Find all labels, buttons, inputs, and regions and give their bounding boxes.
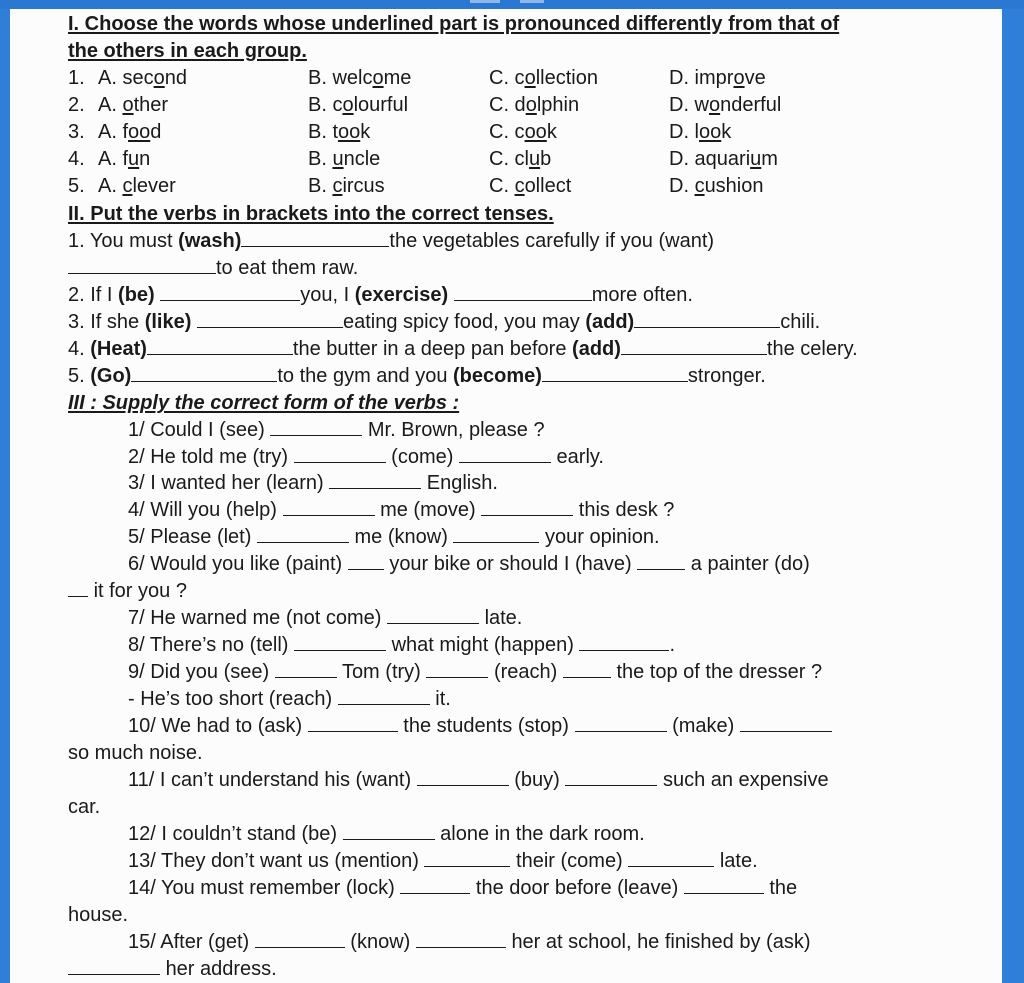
- answer-blank[interactable]: [628, 849, 714, 867]
- s3-text: it.: [435, 688, 451, 710]
- underlined-part: o: [372, 67, 384, 89]
- underlined-part: u: [332, 148, 344, 170]
- option-b[interactable]: [308, 147, 380, 171]
- option-d[interactable]: [669, 93, 781, 117]
- s3-q10b: so much noise.: [68, 742, 203, 764]
- s3-text: early.: [556, 446, 604, 468]
- s3-text: English.: [426, 472, 498, 494]
- section2-title: II. Put the verbs in brackets into the correct tenses.: [68, 203, 554, 225]
- answer-blank[interactable]: [275, 660, 337, 678]
- s2-text: more often.: [591, 284, 693, 306]
- s3-text: such an expensive: [662, 769, 829, 791]
- option-text: D. w: [669, 94, 709, 116]
- s3-text: me (move): [380, 499, 476, 521]
- s2-verb: (Go): [90, 365, 132, 387]
- answer-blank[interactable]: [147, 337, 293, 355]
- s3-text: this desk ?: [578, 499, 675, 521]
- option-text: B.: [308, 148, 333, 170]
- option-a[interactable]: [98, 66, 187, 90]
- option-c[interactable]: [489, 66, 598, 90]
- item-number: 5.: [68, 175, 85, 197]
- answer-blank[interactable]: [634, 310, 780, 328]
- option-text: llection: [535, 67, 598, 89]
- s2-line1b: [68, 256, 358, 280]
- answer-blank[interactable]: [481, 498, 573, 516]
- option-text: C. c: [489, 121, 525, 143]
- s3-text: what might (happen): [391, 634, 574, 656]
- option-text: nderful: [720, 94, 782, 116]
- s3-q8: [128, 633, 675, 657]
- s3-q11: [128, 768, 829, 792]
- answer-blank[interactable]: [343, 822, 435, 840]
- answer-blank[interactable]: [637, 552, 685, 570]
- item-number: 3.: [68, 121, 85, 143]
- s3-q6b: [68, 579, 187, 603]
- option-text: nd: [164, 67, 187, 89]
- option-d[interactable]: [669, 66, 766, 90]
- s2-text: 3. If she: [68, 311, 145, 333]
- s3-q11b: car.: [68, 796, 101, 818]
- s3-q3: [128, 471, 498, 495]
- option-text: C. c: [489, 67, 525, 89]
- option-text: ncle: [343, 148, 381, 170]
- s2-line3: [68, 310, 820, 334]
- s3-q15: [128, 930, 810, 954]
- s3-text: .: [669, 634, 676, 656]
- s2-text: stronger.: [687, 365, 766, 387]
- answer-blank[interactable]: [329, 471, 421, 489]
- section1-title-line2: the others in each group.: [68, 40, 307, 62]
- s3-text: 9/ Did you (see): [128, 661, 270, 683]
- option-text: C. d: [489, 94, 526, 116]
- option-text: k: [546, 121, 557, 143]
- answer-blank[interactable]: [563, 660, 611, 678]
- worksheet-page: [10, 9, 1002, 983]
- underlined-part: c: [332, 175, 343, 197]
- option-text: m: [761, 148, 778, 170]
- s3-text: the students (stop): [403, 715, 569, 737]
- s3-q15b: [68, 957, 277, 981]
- option-text: B.: [308, 175, 333, 197]
- s3-q2: [128, 445, 604, 469]
- answer-blank[interactable]: [621, 337, 767, 355]
- s3-text: your opinion.: [545, 526, 660, 548]
- option-b[interactable]: [308, 174, 385, 198]
- item-number: 1.: [68, 67, 85, 89]
- answer-blank[interactable]: [255, 930, 345, 948]
- option-text: B. welc: [308, 67, 373, 89]
- s2-verb: (add): [585, 311, 635, 333]
- option-b[interactable]: [308, 120, 370, 144]
- s2-line5: [68, 364, 766, 388]
- option-text: D.: [669, 175, 695, 197]
- answer-blank[interactable]: [283, 498, 375, 516]
- option-text: C. cl: [489, 148, 529, 170]
- s3-q5: [128, 525, 660, 549]
- top-bar-mark: [520, 0, 544, 3]
- answer-blank[interactable]: [348, 552, 384, 570]
- s2-line1: [68, 229, 714, 253]
- option-a[interactable]: [98, 120, 161, 144]
- s2-text: to eat them raw.: [216, 257, 359, 279]
- s3-text: 5/ Please (let): [128, 526, 252, 548]
- option-text: k: [721, 121, 732, 143]
- option-text: A. sec: [98, 67, 154, 89]
- s2-line4: [68, 337, 858, 361]
- option-a[interactable]: [98, 174, 176, 198]
- s3-text: late.: [719, 850, 758, 872]
- option-c[interactable]: [489, 174, 571, 198]
- option-text: A.: [98, 94, 123, 116]
- s3-text: the door before (leave): [475, 877, 679, 899]
- s3-text: your bike or should I (have): [389, 553, 632, 575]
- answer-blank[interactable]: [68, 957, 160, 975]
- answer-blank[interactable]: [684, 876, 764, 894]
- underlined-part: o: [525, 94, 537, 116]
- s2-text: 4.: [68, 338, 91, 360]
- option-d[interactable]: [669, 120, 731, 144]
- answer-blank[interactable]: [400, 876, 470, 894]
- option-text: B. t: [308, 121, 339, 143]
- s3-text: the: [769, 877, 798, 899]
- answer-blank[interactable]: [68, 579, 88, 597]
- answer-blank[interactable]: [131, 364, 277, 382]
- underlined-part: o: [153, 67, 165, 89]
- s3-text: (make): [672, 715, 735, 737]
- underlined-part: oo: [699, 121, 722, 143]
- s3-text: 14/ You must remember (lock): [128, 877, 395, 899]
- s3-text: 7/ He warned me (not come): [128, 607, 382, 629]
- s2-text: you, I: [300, 284, 355, 306]
- item-number: 2.: [68, 94, 85, 116]
- s3-text: 3/ I wanted her (learn): [128, 472, 324, 494]
- section3-title: III : Supply the correct form of the verbs :: [68, 392, 460, 414]
- option-text: A.: [98, 175, 123, 197]
- underlined-part: o: [524, 67, 536, 89]
- underlined-part: oo: [338, 121, 361, 143]
- answer-blank[interactable]: [453, 525, 539, 543]
- s2-verb: (Heat): [90, 338, 147, 360]
- answer-blank[interactable]: [459, 445, 551, 463]
- answer-blank[interactable]: [308, 714, 398, 732]
- s2-verb: (be): [118, 284, 155, 306]
- s3-text: (know): [350, 931, 411, 953]
- option-c[interactable]: [489, 147, 551, 171]
- s3-text: 6/ Would you like (paint): [128, 553, 343, 575]
- s2-text: the vegetables carefully if you (want): [389, 230, 715, 252]
- underlined-part: c: [122, 175, 133, 197]
- s3-text: 12/ I couldn’t stand (be): [128, 823, 338, 845]
- answer-blank[interactable]: [575, 714, 667, 732]
- s2-text: eating spicy food, you may: [342, 311, 586, 333]
- option-text: n: [139, 148, 151, 170]
- s3-text: Mr. Brown, please ?: [367, 419, 545, 441]
- answer-blank[interactable]: [338, 687, 430, 705]
- option-text: ircus: [342, 175, 385, 197]
- s3-text: Tom (try): [341, 661, 421, 683]
- option-text: lphin: [536, 94, 580, 116]
- s3-q9: [128, 660, 822, 684]
- s3-q10: [128, 714, 832, 738]
- underlined-part: u: [750, 148, 762, 170]
- s3-text: her address.: [165, 958, 277, 980]
- option-text: me: [383, 67, 412, 89]
- s2-text: the celery.: [766, 338, 858, 360]
- s3-q12: [128, 822, 645, 846]
- option-text: lourful: [353, 94, 409, 116]
- s3-text: a painter (do): [690, 553, 810, 575]
- s2-verb: (like): [144, 311, 192, 333]
- s2-text: chili.: [780, 311, 821, 333]
- s3-text: (buy): [514, 769, 560, 791]
- item-number: 4.: [68, 148, 85, 170]
- option-c[interactable]: [489, 120, 557, 144]
- underlined-part: oo: [524, 121, 547, 143]
- s2-text: to the gym and you: [277, 365, 454, 387]
- underlined-part: u: [128, 148, 140, 170]
- option-text: B. c: [308, 94, 343, 116]
- answer-blank[interactable]: [257, 525, 349, 543]
- s2-line2: [68, 283, 693, 307]
- option-text: ve: [744, 67, 766, 89]
- s3-text: 13/ They don’t want us (mention): [128, 850, 419, 872]
- answer-blank[interactable]: [542, 364, 688, 382]
- option-d[interactable]: [669, 147, 778, 171]
- answer-blank[interactable]: [454, 283, 592, 301]
- s3-q6: [128, 552, 810, 576]
- answer-blank[interactable]: [417, 768, 509, 786]
- s3-text: it for you ?: [93, 580, 187, 602]
- answer-blank[interactable]: [424, 849, 510, 867]
- s3-q14: [128, 876, 797, 900]
- answer-blank[interactable]: [68, 256, 216, 274]
- s2-text: 1. You must: [68, 230, 179, 252]
- answer-blank[interactable]: [197, 310, 343, 328]
- s2-text: 2. If I: [68, 284, 119, 306]
- s3-text: 15/ After (get): [128, 931, 250, 953]
- answer-blank[interactable]: [294, 445, 386, 463]
- s3-q14b: house.: [68, 904, 129, 926]
- option-d[interactable]: [669, 174, 764, 198]
- s3-text: their (come): [516, 850, 623, 872]
- option-b[interactable]: [308, 66, 411, 90]
- option-a[interactable]: [98, 147, 150, 171]
- s2-text: 5.: [68, 365, 91, 387]
- answer-blank[interactable]: [387, 606, 479, 624]
- s3-text: late.: [484, 607, 523, 629]
- answer-blank[interactable]: [740, 714, 832, 732]
- s3-text: the top of the dresser ?: [616, 661, 823, 683]
- s3-text: 10/ We had to (ask): [128, 715, 303, 737]
- underlined-part: o: [122, 94, 134, 116]
- underlined-part: c: [694, 175, 705, 197]
- s3-q9b: [128, 687, 451, 711]
- s3-q7: [128, 606, 522, 630]
- option-text: k: [360, 121, 371, 143]
- option-text: ushion: [704, 175, 764, 197]
- s3-q13: [128, 849, 758, 873]
- option-text: D. aquari: [669, 148, 751, 170]
- underlined-part: o: [733, 67, 745, 89]
- answer-blank[interactable]: [160, 283, 300, 301]
- option-text: ollect: [524, 175, 572, 197]
- s3-text: her at school, he finished by (ask): [511, 931, 811, 953]
- underlined-part: c: [514, 175, 525, 197]
- s2-verb: (exercise): [354, 284, 449, 306]
- s3-text: (come): [391, 446, 454, 468]
- option-text: b: [540, 148, 552, 170]
- s2-text: the butter in a deep pan before: [292, 338, 573, 360]
- option-b[interactable]: [308, 93, 408, 117]
- option-text: D. impr: [669, 67, 734, 89]
- option-c[interactable]: [489, 93, 579, 117]
- s3-text: (reach): [493, 661, 558, 683]
- answer-blank[interactable]: [426, 660, 488, 678]
- option-text: d: [150, 121, 162, 143]
- underlined-part: o: [709, 94, 721, 116]
- option-text: A. f: [98, 121, 129, 143]
- s2-verb: (wash): [178, 230, 242, 252]
- s3-q4: [128, 498, 674, 522]
- option-text: C.: [489, 175, 515, 197]
- top-bar: [0, 0, 1024, 9]
- option-text: ther: [133, 94, 169, 116]
- s3-text: 2/ He told me (try): [128, 446, 289, 468]
- answer-blank[interactable]: [270, 418, 362, 436]
- section1-title-line1: I. Choose the words whose underlined part is pronounced differently from that of: [68, 13, 840, 35]
- answer-blank[interactable]: [565, 768, 657, 786]
- s3-text: - He’s too short (reach): [128, 688, 333, 710]
- underlined-part: u: [529, 148, 541, 170]
- option-a[interactable]: [98, 93, 168, 117]
- s3-text: alone in the dark room.: [440, 823, 645, 845]
- s3-text: 11/ I can’t understand his (want): [128, 769, 412, 791]
- answer-blank[interactable]: [294, 633, 386, 651]
- s3-text: 1/ Could I (see): [128, 419, 265, 441]
- top-bar-mark: [470, 0, 500, 3]
- s3-q1: [128, 418, 545, 442]
- s3-text: 4/ Will you (help): [128, 499, 277, 521]
- answer-blank[interactable]: [241, 229, 389, 247]
- s3-text: 8/ There’s no (tell): [128, 634, 289, 656]
- s2-verb: (become): [453, 365, 542, 387]
- underlined-part: oo: [128, 121, 151, 143]
- underlined-part: o: [342, 94, 354, 116]
- option-text: lever: [132, 175, 176, 197]
- option-text: A. f: [98, 148, 129, 170]
- option-text: D. l: [669, 121, 699, 143]
- s2-verb: (add): [572, 338, 621, 360]
- answer-blank[interactable]: [579, 633, 669, 651]
- s3-text: me (know): [354, 526, 448, 548]
- answer-blank[interactable]: [416, 930, 506, 948]
